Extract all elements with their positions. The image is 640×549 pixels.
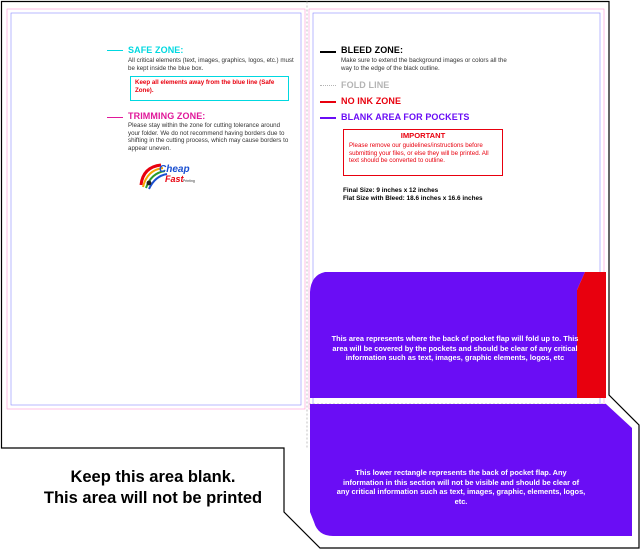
- final-size: Final Size: 9 inches x 12 inches: [343, 187, 439, 194]
- trimming-zone-swatch: [107, 117, 123, 118]
- bleed-zone-title: BLEED ZONE:: [341, 45, 404, 55]
- pocket-lower-text: This lower rectangle represents the back of pocket flap. Any information in this section will not be visible and should be clear of any critical information such as text, images, graphic, elements, logos, etc.: [336, 468, 586, 506]
- cheap-fast-logo: [137, 161, 203, 191]
- blank-notice-line2: This area will not be printed: [43, 489, 263, 507]
- trimming-zone-description: Please stay within the zone for cutting tolerance around your folder. We do not recommend having borders due to shifting in the cutting process, which may cause borders to appear uneven.: [128, 122, 289, 152]
- no-ink-label: NO INK ZONE: [341, 96, 402, 106]
- important-title: IMPORTANT: [400, 131, 446, 140]
- safe-zone-swatch: [107, 50, 123, 51]
- safe-zone-title: SAFE ZONE:: [128, 45, 184, 55]
- bleed-zone-swatch: [320, 51, 336, 53]
- important-body: Please remove our guidelines/instructions before submitting your files, or else they will be printed. All text should be converted to outline.: [349, 142, 489, 165]
- trimming-zone-title: TRIMMING ZONE:: [128, 111, 206, 121]
- blank-notice-line1: Keep this area blank.: [70, 468, 236, 486]
- no-ink-strip: [577, 272, 606, 398]
- logo-word-cheap: Cheap: [159, 164, 190, 175]
- safe-zone-description: All critical elements (text, images, graphics, logos, etc.) must be kept inside the blue box.: [128, 57, 294, 72]
- flat-size: Flat Size with Bleed: 18.6 inches x 16.6 inches: [343, 195, 483, 202]
- logo-word-printing: Printing: [183, 179, 195, 183]
- safe-zone-callout: Keep all elements away from the blue line (Safe Zone).: [135, 79, 275, 94]
- blank-area-swatch: [320, 117, 336, 119]
- pocket-upper-text: This area represents where the back of pocket flap will fold up to. This area will be covered by the pockets and should be clear of any critical information such as text, images, graphic elements, logos, etc: [331, 334, 579, 363]
- bleed-zone-description: Make sure to extend the background images or colors all the way to the edge of the black outline.: [341, 57, 507, 72]
- blank-area-notice: [18, 467, 288, 509]
- logo-word-fast: Fast: [165, 174, 184, 184]
- fold-line-swatch: [320, 85, 336, 86]
- no-ink-swatch: [320, 101, 336, 103]
- fold-line-label: FOLD LINE: [341, 80, 390, 90]
- blank-area-label: BLANK AREA FOR POCKETS: [341, 112, 470, 122]
